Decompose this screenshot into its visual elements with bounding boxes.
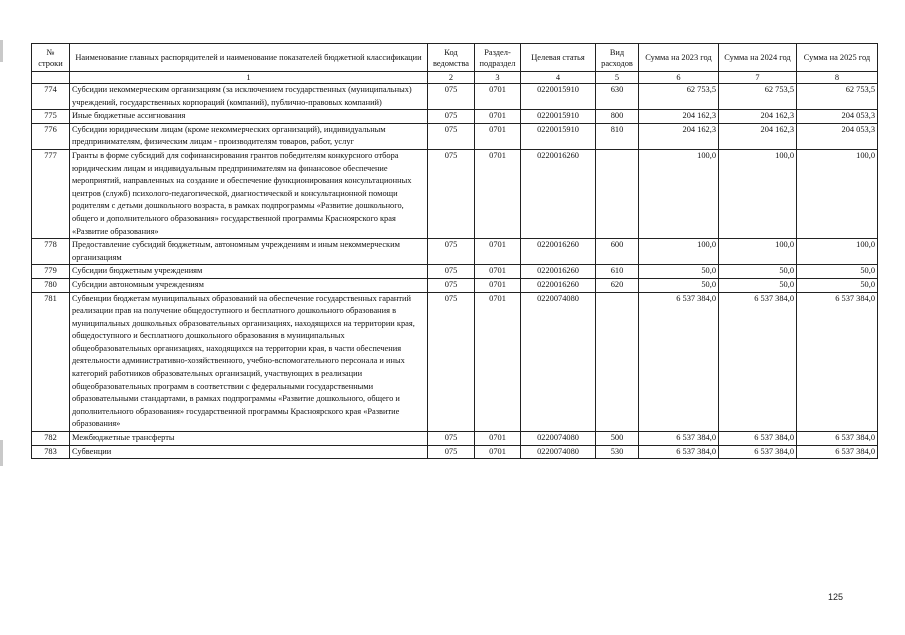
row-sum-2025: 204 053,3 bbox=[797, 110, 878, 124]
row-sum-2024: 6 537 384,0 bbox=[719, 432, 797, 446]
scan-edge-mark-bottom bbox=[0, 440, 3, 466]
row-number: 780 bbox=[32, 278, 70, 292]
row-number: 777 bbox=[32, 149, 70, 238]
col-num-7: 7 bbox=[719, 72, 797, 84]
row-statya: 0220074080 bbox=[521, 292, 596, 432]
row-sum-2023: 62 753,5 bbox=[639, 84, 719, 110]
header-vid: Вид расходов bbox=[596, 44, 639, 72]
row-statya: 0220016260 bbox=[521, 265, 596, 279]
row-sum-2023: 100,0 bbox=[639, 239, 719, 265]
header-name: Наименование главных распорядителей и наименование показателей бюджетной классификации bbox=[70, 44, 428, 72]
col-num-4: 4 bbox=[521, 72, 596, 84]
table-row bbox=[32, 445, 878, 459]
row-sum-2024: 6 537 384,0 bbox=[719, 445, 797, 459]
table-row bbox=[32, 149, 878, 238]
row-sum-2023: 50,0 bbox=[639, 278, 719, 292]
row-vedomstvo: 075 bbox=[428, 84, 475, 110]
row-sum-2025: 204 053,3 bbox=[797, 123, 878, 149]
row-vid: 800 bbox=[596, 110, 639, 124]
header-vedomstvo: Код ведомства bbox=[428, 44, 475, 72]
row-name: Гранты в форме субсидий для софинансирования грантов победителям конкурсного отбора юридическим лицам и индивидуальным предпринимателям на финансовое обеспечение мероприятий, направленных на создание и обеспечение функционирования консультационных центров (служб) психолого-педагогической, диагностической и консультационной помощи родителям с детьми дошкольного возраста, в рамках подпрограммы «Развитие дошкольного, общего и дополнительного образования» государственной программы Красноярского края «Развитие образования» bbox=[70, 149, 428, 238]
row-statya: 0220016260 bbox=[521, 149, 596, 238]
row-name: Иные бюджетные ассигнования bbox=[70, 110, 428, 124]
row-sum-2023: 100,0 bbox=[639, 149, 719, 238]
row-name: Субсидии некоммерческим организациям (за исключением государственных (муниципальных) учреждений, государственных корпораций (компаний), публично-правовых компаний) bbox=[70, 84, 428, 110]
row-razdel: 0701 bbox=[475, 239, 521, 265]
row-sum-2025: 50,0 bbox=[797, 278, 878, 292]
row-vid bbox=[596, 292, 639, 432]
row-sum-2023: 204 162,3 bbox=[639, 110, 719, 124]
row-sum-2023: 50,0 bbox=[639, 265, 719, 279]
row-sum-2023: 6 537 384,0 bbox=[639, 432, 719, 446]
scan-edge-mark-top bbox=[0, 40, 3, 62]
col-num-2: 2 bbox=[428, 72, 475, 84]
table-row bbox=[32, 110, 878, 124]
header-sum-2023: Сумма на 2023 год bbox=[639, 44, 719, 72]
col-num-3: 3 bbox=[475, 72, 521, 84]
header-sum-2025: Сумма на 2025 год bbox=[797, 44, 878, 72]
col-num-6: 6 bbox=[639, 72, 719, 84]
budget-table bbox=[31, 43, 878, 459]
row-sum-2025: 6 537 384,0 bbox=[797, 292, 878, 432]
row-razdel: 0701 bbox=[475, 84, 521, 110]
row-vedomstvo: 075 bbox=[428, 265, 475, 279]
table-row bbox=[32, 432, 878, 446]
row-vedomstvo: 075 bbox=[428, 123, 475, 149]
table-row bbox=[32, 123, 878, 149]
row-sum-2024: 100,0 bbox=[719, 149, 797, 238]
row-statya: 0220074080 bbox=[521, 445, 596, 459]
header-column-numbers bbox=[32, 72, 878, 84]
row-sum-2025: 100,0 bbox=[797, 239, 878, 265]
row-vid: 530 bbox=[596, 445, 639, 459]
row-statya: 0220016260 bbox=[521, 278, 596, 292]
table-row bbox=[32, 292, 878, 432]
row-sum-2024: 62 753,5 bbox=[719, 84, 797, 110]
row-name: Субвенции бюджетам муниципальных образований на обеспечение государственных гарантий реализации прав на получение общедоступного и бесплатного дошкольного образования в муниципальных дошкольных образовательных организациях, находящихся на территории края, общедоступного и бесплатного дошкольного образования в муниципальных общеобразовательных организациях, находящихся на территории края, в части обеспечения деятельности административно-хозяйственного, учебно-вспомогательного персонала и иных категорий работников образовательных организаций, участвующих в реализации общеобразовательных программ в соответствии с федеральными государственными образовательными стандартами, в рамках подпрограммы «Развитие дошкольного, общего и дополнительного образования» государственной программы Красноярского края «Развитие образования» bbox=[70, 292, 428, 432]
row-statya: 0220015910 bbox=[521, 110, 596, 124]
row-name: Субсидии бюджетным учреждениям bbox=[70, 265, 428, 279]
row-name: Субсидии автономным учреждениям bbox=[70, 278, 428, 292]
row-sum-2025: 6 537 384,0 bbox=[797, 432, 878, 446]
row-name: Субсидии юридическим лицам (кроме некоммерческих организаций), индивидуальным предпринимателям, физическим лицам - производителям товаров, работ, услуг bbox=[70, 123, 428, 149]
row-vid: 620 bbox=[596, 278, 639, 292]
row-number: 779 bbox=[32, 265, 70, 279]
row-number: 782 bbox=[32, 432, 70, 446]
row-sum-2025: 50,0 bbox=[797, 265, 878, 279]
row-number: 781 bbox=[32, 292, 70, 432]
row-statya: 0220016260 bbox=[521, 239, 596, 265]
row-sum-2023: 204 162,3 bbox=[639, 123, 719, 149]
row-sum-2024: 204 162,3 bbox=[719, 110, 797, 124]
row-sum-2025: 62 753,5 bbox=[797, 84, 878, 110]
row-sum-2023: 6 537 384,0 bbox=[639, 292, 719, 432]
row-sum-2024: 100,0 bbox=[719, 239, 797, 265]
row-number: 783 bbox=[32, 445, 70, 459]
row-statya: 0220015910 bbox=[521, 84, 596, 110]
header-row-no: № строки bbox=[32, 44, 70, 72]
table-row bbox=[32, 265, 878, 279]
table-header bbox=[32, 44, 878, 84]
row-vedomstvo: 075 bbox=[428, 292, 475, 432]
row-vid: 500 bbox=[596, 432, 639, 446]
row-statya: 0220074080 bbox=[521, 432, 596, 446]
row-name: Предоставление субсидий бюджетным, автономным учреждениям и иным некоммерческим организациям bbox=[70, 239, 428, 265]
row-vid: 610 bbox=[596, 265, 639, 279]
row-statya: 0220015910 bbox=[521, 123, 596, 149]
page-number: 125 bbox=[828, 592, 844, 602]
header-razdel: Раздел-подраздел bbox=[475, 44, 521, 72]
row-vid: 630 bbox=[596, 84, 639, 110]
col-num-0 bbox=[32, 72, 70, 84]
row-number: 775 bbox=[32, 110, 70, 124]
row-vedomstvo: 075 bbox=[428, 445, 475, 459]
row-vid: 600 bbox=[596, 239, 639, 265]
row-number: 774 bbox=[32, 84, 70, 110]
row-vedomstvo: 075 bbox=[428, 110, 475, 124]
row-razdel: 0701 bbox=[475, 445, 521, 459]
row-vedomstvo: 075 bbox=[428, 432, 475, 446]
row-vedomstvo: 075 bbox=[428, 149, 475, 238]
row-number: 778 bbox=[32, 239, 70, 265]
row-vid bbox=[596, 149, 639, 238]
col-num-5: 5 bbox=[596, 72, 639, 84]
row-vedomstvo: 075 bbox=[428, 278, 475, 292]
col-num-1: 1 bbox=[70, 72, 428, 84]
row-number: 776 bbox=[32, 123, 70, 149]
row-sum-2023: 6 537 384,0 bbox=[639, 445, 719, 459]
table-row bbox=[32, 84, 878, 110]
row-sum-2024: 50,0 bbox=[719, 265, 797, 279]
row-razdel: 0701 bbox=[475, 149, 521, 238]
row-vedomstvo: 075 bbox=[428, 239, 475, 265]
row-vid: 810 bbox=[596, 123, 639, 149]
row-name: Межбюджетные трансферты bbox=[70, 432, 428, 446]
row-razdel: 0701 bbox=[475, 432, 521, 446]
row-razdel: 0701 bbox=[475, 278, 521, 292]
row-razdel: 0701 bbox=[475, 110, 521, 124]
col-num-8: 8 bbox=[797, 72, 878, 84]
row-razdel: 0701 bbox=[475, 123, 521, 149]
row-razdel: 0701 bbox=[475, 292, 521, 432]
row-razdel: 0701 bbox=[475, 265, 521, 279]
row-sum-2024: 6 537 384,0 bbox=[719, 292, 797, 432]
row-sum-2024: 50,0 bbox=[719, 278, 797, 292]
row-sum-2025: 100,0 bbox=[797, 149, 878, 238]
row-sum-2024: 204 162,3 bbox=[719, 123, 797, 149]
table-row bbox=[32, 278, 878, 292]
table-body bbox=[32, 84, 878, 459]
row-name: Субвенции bbox=[70, 445, 428, 459]
row-sum-2025: 6 537 384,0 bbox=[797, 445, 878, 459]
table-row bbox=[32, 239, 878, 265]
header-sum-2024: Сумма на 2024 год bbox=[719, 44, 797, 72]
header-statya: Целевая статья bbox=[521, 44, 596, 72]
